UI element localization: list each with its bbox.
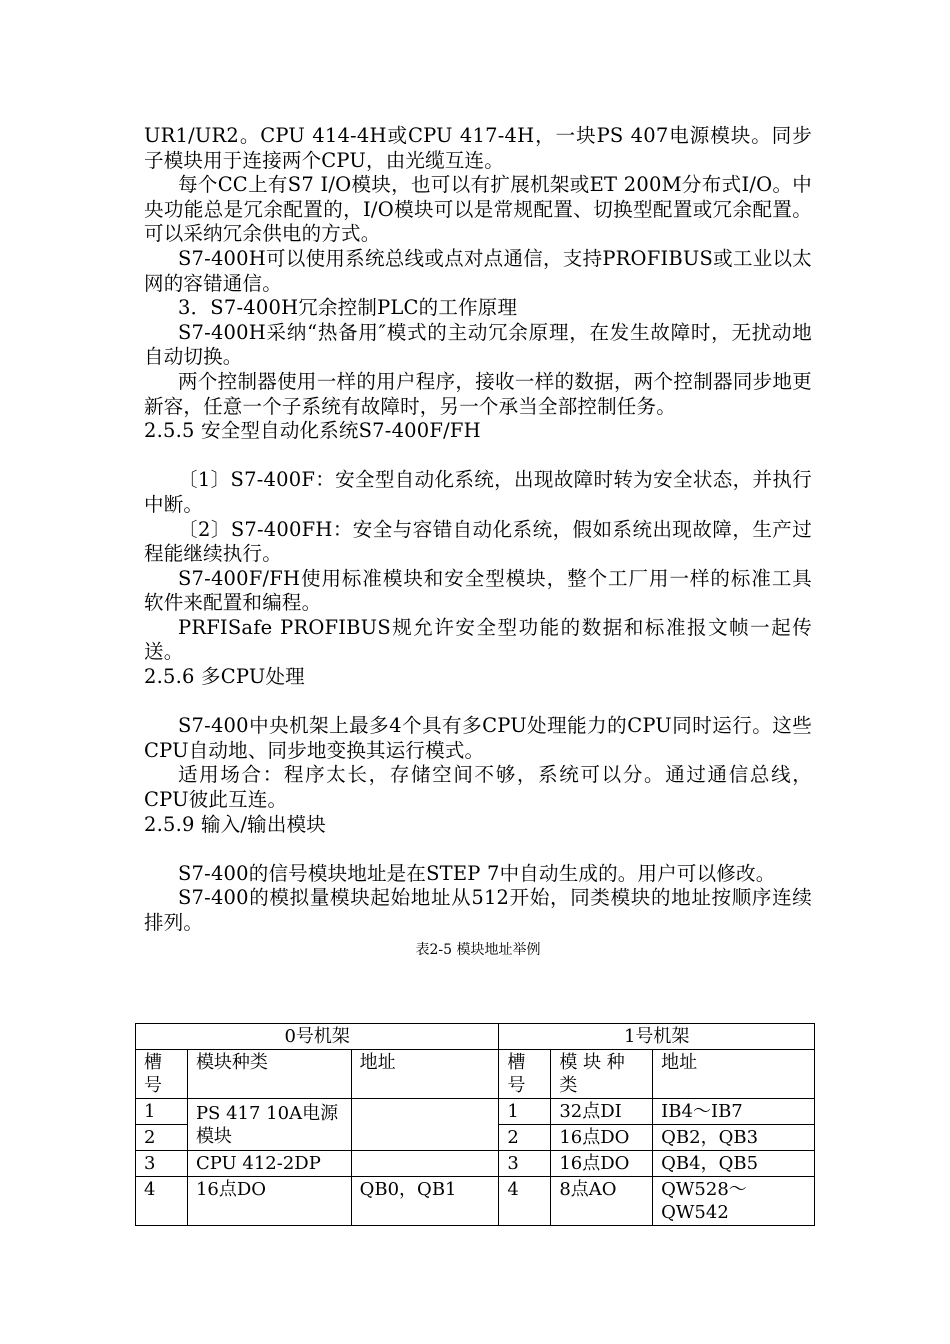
header-slot: 槽号 [499, 1050, 551, 1099]
header-module-type: 模块种类 [187, 1050, 351, 1099]
paragraph: S7-400中央机架上最多4个具有多CPU处理能力的CPU同时运行。这些CPU自动地、同步地变换其运行模式。 [144, 714, 812, 762]
address-cell: QB0，QB1 [351, 1177, 499, 1226]
table-header-row [136, 1050, 815, 1099]
slot-cell: 2 [499, 1125, 551, 1151]
module-type-cell: 8点AO [551, 1177, 653, 1226]
paragraph: S7-400F/FH使用标准模块和安全型模块，整个工厂用一样的标准工具软件来配置和编程。 [144, 566, 812, 615]
section-heading-2-5-6: 2.5.6 多CPU处理 [144, 665, 305, 689]
slot-cell: 1 [136, 1099, 188, 1125]
table-row [136, 1099, 815, 1125]
paragraph: S7-400H可以使用系统总线或点对点通信，支持PROFIBUS或工业以太网的容错通信。 [144, 246, 812, 295]
section-heading-2-5-9: 2.5.9 输入/输出模块 [144, 812, 326, 836]
table-row [136, 1151, 815, 1177]
paragraph: PRFISafe PROFIBUS规允许安全型功能的数据和标准报文帧一起传送。 [144, 615, 812, 664]
paragraph: S7-400H采纳“热备用″模式的主动冗余原理，在发生故障时，无扰动地自动切换。 [144, 320, 812, 369]
table-caption: 表2-5 模块地址举例 [415, 941, 541, 958]
paragraph: UR1/UR2。CPU 414-4H或CPU 417-4H，一块PS 407电源模块。同步子模块用于连接两个CPU，由光缆互连。 [144, 124, 812, 172]
paragraph: S7-400的模拟量模块起始地址从512开始，同类模块的地址按顺序连续排列。 [144, 886, 812, 934]
paragraph: 〔2〕S7-400FH：安全与容错自动化系统，假如系统出现故障，生产过程能继续执行。 [144, 517, 812, 566]
module-type-cell: CPU 412-2DP [187, 1151, 351, 1177]
table-row [136, 1177, 815, 1226]
address-cell: QB4，QB5 [653, 1151, 815, 1177]
address-cell: QW528～QW542 [653, 1177, 815, 1226]
slot-cell: 3 [499, 1151, 551, 1177]
module-type-cell: PS 417 10A电源模块 [187, 1099, 351, 1151]
module-address-table [135, 1023, 815, 1226]
address-cell: IB4～IB7 [653, 1099, 815, 1125]
document-body [144, 124, 812, 963]
slot-cell: 4 [136, 1177, 188, 1226]
header-address: 地址 [653, 1050, 815, 1099]
module-type-cell: 16点DO [187, 1177, 351, 1226]
rack1-title: 1号机架 [499, 1024, 815, 1050]
header-address: 地址 [351, 1050, 499, 1099]
paragraph: 每个CC上有S7 I/O模块，也可以有扩展机架或ET 200M分布式I/O。中央功能总是冗余配置的，I/O模块可以是常规配置、切换型配置或冗余配置。可以采纳冗余供电的方式。 [144, 173, 812, 246]
header-slot: 槽号 [136, 1050, 188, 1099]
table-title-row [136, 1024, 815, 1050]
module-type-cell: 32点DI [551, 1099, 653, 1125]
address-cell [351, 1099, 499, 1151]
paragraph: 两个控制器使用一样的用户程序，接收一样的数据，两个控制器同步地更新容，任意一个子系统有故障时，另一个承当全部控制任务。 [144, 369, 812, 418]
module-type-cell: 16点DO [551, 1125, 653, 1151]
paragraph: 〔1〕S7-400F：安全型自动化系统，出现故障时转为安全状态，并执行中断。 [144, 468, 812, 516]
header-module-type: 模 块 种 类 [551, 1050, 653, 1099]
subheading: 3．S7-400H冗余控制PLC的工作原理 [178, 296, 518, 320]
module-type-cell: 16点DO [551, 1151, 653, 1177]
address-cell [351, 1151, 499, 1177]
slot-cell: 2 [136, 1125, 188, 1151]
paragraph: 适用场合：程序太长，存储空间不够，系统可以分。通过通信总线，CPU彼此互连。 [144, 763, 812, 812]
address-cell: QB2，QB3 [653, 1125, 815, 1151]
section-heading-2-5-5: 2.5.5 安全型自动化系统S7-400F/FH [144, 419, 481, 443]
slot-cell: 4 [499, 1177, 551, 1226]
rack0-title: 0号机架 [136, 1024, 499, 1050]
slot-cell: 1 [499, 1099, 551, 1125]
slot-cell: 3 [136, 1151, 188, 1177]
paragraph: S7-400的信号模块地址是在STEP 7中自动生成的。用户可以修改。 [178, 861, 776, 885]
